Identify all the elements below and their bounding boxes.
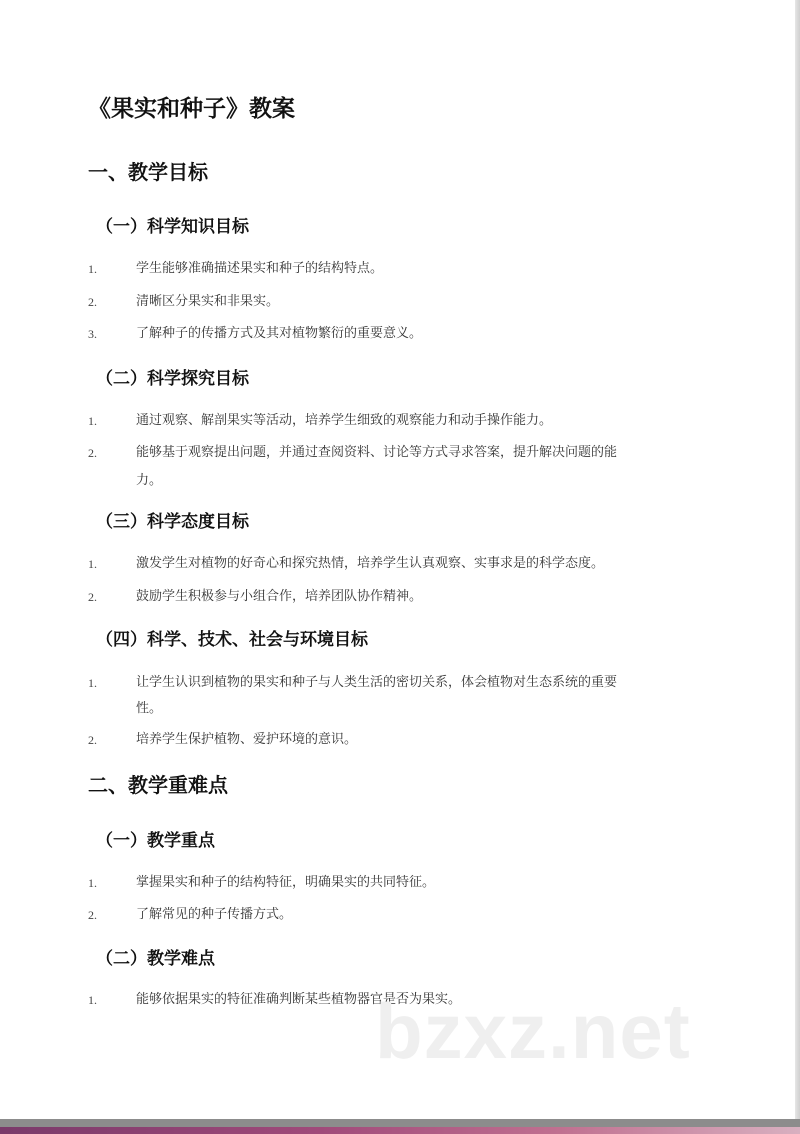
subsection-heading: （三）科学态度目标 [96, 512, 249, 532]
section-heading: 一、教学目标 [88, 160, 208, 184]
document-title: 《果实和种子》教案 [88, 96, 295, 122]
list-item: 通过观察、解剖果实等活动，培养学生细致的观察能力和动手操作能力。 [136, 413, 553, 428]
horizontal-scrollbar[interactable] [0, 1119, 800, 1127]
list-number: 1. [88, 414, 97, 428]
page-edge-shadow [795, 0, 800, 1120]
subsection-heading: （四）科学、技术、社会与环境目标 [96, 630, 368, 650]
list-number: 2. [88, 733, 97, 747]
desktop-background-strip [0, 1127, 800, 1134]
list-number: 1. [88, 676, 97, 690]
list-item: 让学生认识到植物的果实和种子与人类生活的密切关系，体会植物对生态系统的重要 [136, 675, 618, 690]
list-item: 清晰区分果实和非果实。 [136, 294, 280, 309]
list-item: 了解种子的传播方式及其对植物繁衍的重要意义。 [136, 326, 423, 341]
list-item: 掌握果实和种子的结构特征，明确果实的共同特征。 [136, 875, 436, 890]
list-item: 鼓励学生积极参与小组合作，培养团队协作精神。 [136, 589, 423, 604]
list-item: 能够依据果实的特征准确判断某些植物器官是否为果实。 [136, 992, 462, 1007]
list-number: 2. [88, 590, 97, 604]
list-number: 3. [88, 327, 97, 341]
list-item: 学生能够准确描述果实和种子的结构特点。 [136, 261, 384, 276]
subsection-heading: （一）科学知识目标 [96, 217, 249, 237]
list-number: 1. [88, 993, 97, 1007]
list-item-continuation: 性。 [136, 701, 163, 716]
subsection-heading: （二）教学难点 [96, 949, 215, 969]
list-number: 2. [88, 446, 97, 460]
subsection-heading: （一）教学重点 [96, 831, 215, 851]
subsection-heading: （二）科学探究目标 [96, 369, 249, 389]
list-number: 1. [88, 262, 97, 276]
list-item: 培养学生保护植物、爱护环境的意识。 [136, 732, 358, 747]
list-item: 了解常见的种子传播方式。 [136, 907, 293, 922]
section-heading: 二、教学重难点 [88, 773, 228, 797]
list-number: 1. [88, 876, 97, 890]
list-item: 能够基于观察提出问题，并通过查阅资料、讨论等方式寻求答案，提升解决问题的能 [136, 445, 618, 460]
watermark: bzxz.net [375, 987, 691, 1075]
list-item-continuation: 力。 [136, 473, 163, 488]
list-item: 激发学生对植物的好奇心和探究热情，培养学生认真观察、实事求是的科学态度。 [136, 556, 605, 571]
list-number: 2. [88, 295, 97, 309]
list-number: 2. [88, 908, 97, 922]
list-number: 1. [88, 557, 97, 571]
